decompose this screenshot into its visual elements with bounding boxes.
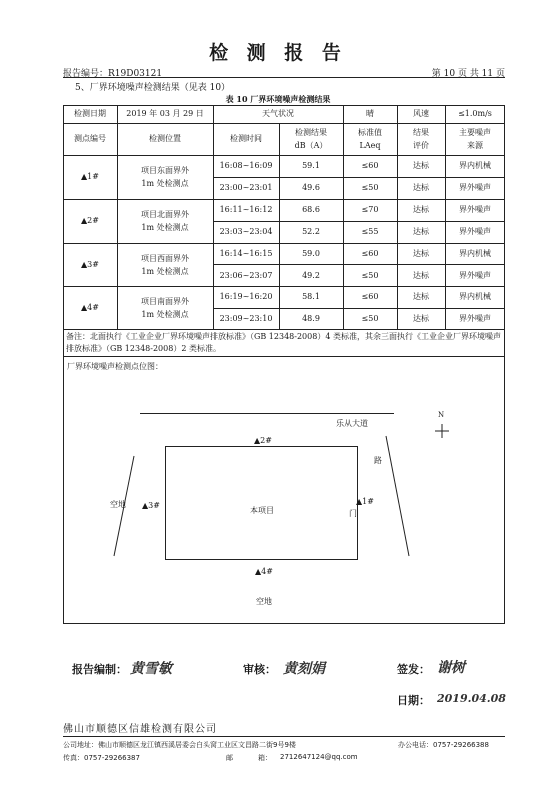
col-result-line2: dB（A） <box>294 141 328 150</box>
reading-std: ≤50 <box>361 271 379 280</box>
reading-std: ≤50 <box>361 183 379 192</box>
point-id: ▲4# <box>81 303 99 312</box>
reading-src: 界内机械 <box>459 249 491 258</box>
reading-time: 16:19~16:20 <box>219 292 273 301</box>
col-std-header <box>343 126 397 152</box>
reading-time: 16:11~16:12 <box>219 205 273 214</box>
section-title: 5、厂界环境噪声检测结果（见表 10） <box>75 83 231 93</box>
reading-eval: 达标 <box>413 205 429 214</box>
map-title: 厂界环境噪声检测点位图： <box>67 362 163 371</box>
date-value-cell: 2019 年 03 月 29 日 <box>126 109 204 118</box>
email-label: 邮 <box>226 754 233 762</box>
project-label: 本项目 <box>250 506 274 515</box>
col-source-line2: 来源 <box>467 141 483 150</box>
gate-label: 门 <box>349 509 357 518</box>
point-location-line1: 项目南面界外 <box>141 297 189 306</box>
review-label: 审核： <box>243 663 276 676</box>
col-location-header: 检测位置 <box>149 134 181 143</box>
point-1-label: ▲1# <box>356 497 374 506</box>
col-eval-line1: 结果 <box>413 128 429 137</box>
point-location <box>117 164 213 190</box>
point-location-line2: 1m 处检测点 <box>141 310 189 319</box>
reading-eval: 达标 <box>413 292 429 301</box>
reading-eval: 达标 <box>413 249 429 258</box>
point-id: ▲3# <box>81 260 99 269</box>
road-side-label: 路 <box>374 456 382 465</box>
report-title: 检 测 报 告 <box>209 42 347 64</box>
editor-label: 报告编制： <box>72 663 127 676</box>
point-location-line2: 1m 处检测点 <box>141 223 189 232</box>
date-label: 日期： <box>397 694 430 707</box>
email-label-2: 箱： <box>258 754 272 762</box>
point-id: ▲1# <box>81 172 99 181</box>
reading-val: 59.0 <box>302 249 320 258</box>
reading-src: 界外噪声 <box>459 205 491 214</box>
reading-eval: 达标 <box>413 271 429 280</box>
editor-signature: 黄雪敏 <box>130 661 172 677</box>
reading-eval: 达标 <box>413 161 429 170</box>
point-location <box>117 252 213 278</box>
report-header <box>63 66 505 78</box>
reading-eval: 达标 <box>413 183 429 192</box>
point-location-line1: 项目西面界外 <box>141 254 189 263</box>
reading-src: 界外噪声 <box>459 227 491 236</box>
table-caption: 表 10 厂界环境噪声检测结果 <box>225 94 331 104</box>
email: 2712647124@qq.com <box>280 753 358 761</box>
reading-eval: 达标 <box>413 314 429 323</box>
reading-std: ≤60 <box>361 292 379 301</box>
point-location-line1: 项目北面界外 <box>141 210 189 219</box>
reading-src: 界外噪声 <box>459 314 491 323</box>
map-panel <box>63 356 505 624</box>
company-address: 公司地址：佛山市顺德区龙江镇西溪居委会白头窝工业区文昌路二街9号9楼 <box>63 741 296 749</box>
col-std-line2: LAeq <box>359 141 381 150</box>
reading-std: ≤55 <box>361 227 379 236</box>
reading-val: 49.2 <box>302 271 320 280</box>
col-result-line1: 检测结果 <box>295 128 327 137</box>
office-phone: 办公电话：0757-29266388 <box>398 741 489 749</box>
wind-label-cell: 风速 <box>413 109 429 118</box>
col-result-header <box>279 126 343 152</box>
reading-time: 23:00~23:01 <box>219 183 273 192</box>
reading-src: 界外噪声 <box>459 271 491 280</box>
col-eval-header <box>397 126 445 152</box>
date-label-cell: 检测日期 <box>74 109 106 118</box>
weather-value-cell: 晴 <box>366 109 374 118</box>
col-time-header: 检测时间 <box>230 134 262 143</box>
wind-value-cell: ≤1.0m/s <box>458 109 492 118</box>
issue-signature: 谢树 <box>437 660 465 676</box>
reading-src: 界内机械 <box>459 292 491 301</box>
west-land-label: 空地 <box>110 500 126 509</box>
reading-std: ≤60 <box>361 161 379 170</box>
fax: 传真：0757-29266387 <box>63 754 140 762</box>
point-location <box>117 295 213 321</box>
weather-label-cell: 天气状况 <box>262 109 294 118</box>
issue-label: 签发： <box>397 663 430 676</box>
review-signature: 黄刻娟 <box>283 661 325 677</box>
reading-val: 49.6 <box>302 183 320 192</box>
point-3-label: ▲3# <box>142 501 160 510</box>
point-location-line1: 项目东面界外 <box>141 166 189 175</box>
road-label: 乐从大道 <box>336 419 368 428</box>
reading-std: ≤60 <box>361 249 379 258</box>
reading-val: 58.1 <box>302 292 320 301</box>
point-location-line2: 1m 处检测点 <box>141 179 189 188</box>
reading-time: 23:03~23:04 <box>219 227 273 236</box>
south-land-label: 空地 <box>256 597 272 606</box>
point-4-label: ▲4# <box>255 567 273 576</box>
point-location <box>117 208 213 234</box>
table-note: 备注：北面执行《工业企业厂界环境噪声排放标准》（GB 12348-2008）4 类标准，其余三面执行《工业企业厂界环境噪声排放标准》（GB 12348-2008）2 类标准。 <box>66 332 501 353</box>
east-road-line <box>386 436 409 556</box>
reading-time: 23:09~23:10 <box>219 314 273 323</box>
footer-divider <box>63 736 505 737</box>
reading-val: 48.9 <box>302 314 320 323</box>
col-eval-line2: 评价 <box>413 141 429 150</box>
reading-std: ≤70 <box>361 205 379 214</box>
reading-src: 界外噪声 <box>459 183 491 192</box>
reading-time: 16:08~16:09 <box>219 161 273 170</box>
reading-val: 52.2 <box>302 227 320 236</box>
col-point-header: 测点编号 <box>74 134 106 143</box>
reading-eval: 达标 <box>413 227 429 236</box>
reading-val: 68.6 <box>302 205 320 214</box>
reading-std: ≤50 <box>361 314 379 323</box>
date-signature: 2019.04.08 <box>437 692 506 705</box>
col-source-line1: 主要噪声 <box>459 128 491 137</box>
north-label: N <box>438 411 445 419</box>
project-boundary <box>166 447 358 560</box>
col-std-line1: 标准值 <box>358 128 382 137</box>
table-grid <box>63 105 505 357</box>
point-location-line2: 1m 处检测点 <box>141 267 189 276</box>
reading-src: 界内机械 <box>459 161 491 170</box>
report-number: 报告编号：R19D03121 <box>63 69 163 79</box>
point-id: ▲2# <box>81 216 99 225</box>
point-2-label: ▲2# <box>254 436 272 445</box>
reading-time: 23:06~23:07 <box>219 271 273 280</box>
page-indicator: 第 10 页 共 11 页 <box>431 69 505 79</box>
col-source-header <box>445 126 505 152</box>
reading-val: 59.1 <box>302 161 320 170</box>
site-map <box>64 356 504 622</box>
company-name: 佛山市顺德区信雄检测有限公司 <box>63 724 217 735</box>
reading-time: 16:14~16:15 <box>219 249 273 258</box>
